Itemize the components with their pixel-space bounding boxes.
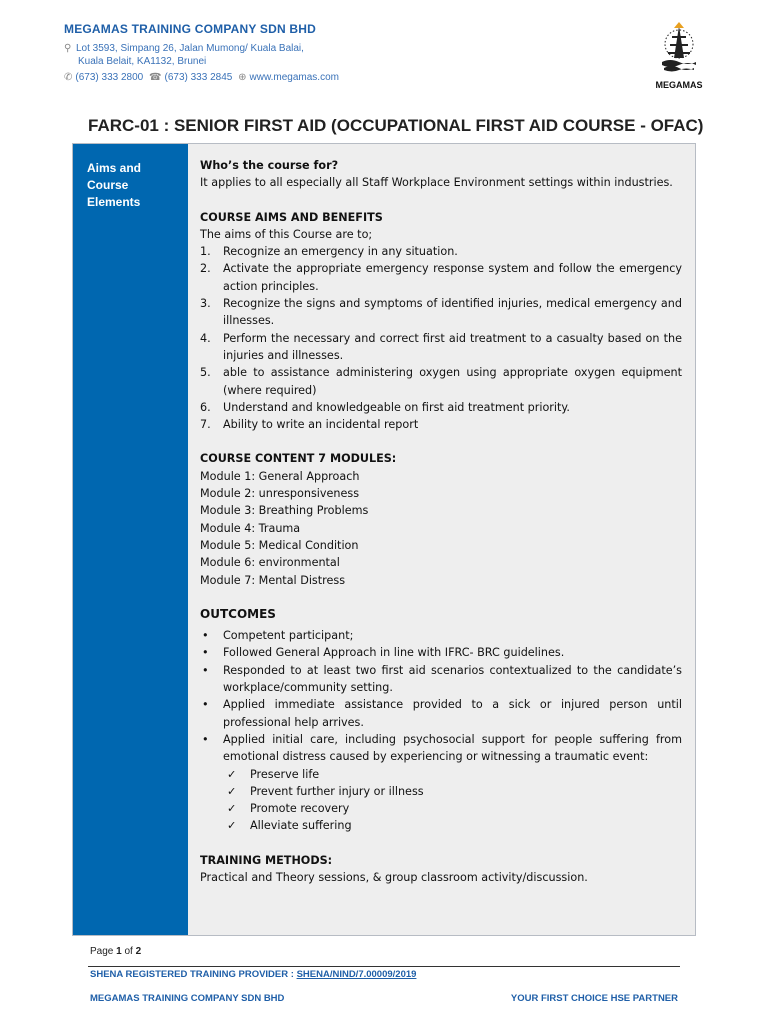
location-pin-icon: ⚲ [64,43,72,54]
address-line-1: Lot 3593, Simpang 26, Jalan Mumong/ Kuala Balai, [76,43,304,54]
content-heading: COURSE CONTENT 7 MODULES: [200,452,397,466]
address-line-2: Kuala Belait, KA1132, Brunei [78,56,207,67]
check-item: ✓ Preserve life [200,766,682,783]
module-item: Module 5: Medical Condition [200,538,359,552]
list-item: • Applied initial care, including psychosocial support for people suffering from emotional distress caused by experiencing or witnessing a traumatic event: [202,732,682,764]
registration-label: SHENA REGISTERED TRAINING PROVIDER : [90,969,297,980]
list-item: 3. Recognize the signs and symptoms of identified injuries, medical emergency and illnesses. [200,297,682,328]
module-item: Module 3: Breathing Problems [200,504,369,518]
footer-divider [88,966,680,967]
bullet-icon: • [202,698,209,712]
contact-line [64,72,342,83]
document-title: FARC-01 : SENIOR FIRST AID (OCCUPATIONAL FIRST AID COURSE - OFAC) [88,116,704,135]
list-item: 2. Activate the appropriate emergency response system and follow the emergency action principles. [200,262,682,293]
modules-list [200,468,682,589]
list-item: • Applied immediate assistance provided to a sick or injured person until professional help arrives. [202,698,682,729]
company-address [64,42,304,68]
bullet-icon: • [202,629,209,643]
aims-heading: COURSE AIMS AND BENEFITS [200,210,383,224]
who-text: It applies to all especially all Staff Workplace Environment settings within industries. [200,176,673,190]
list-item: 6. Understand and knowledgeable on first aid treatment priority. [200,400,570,414]
oil-rig-icon [648,22,710,78]
globe-icon: ⊕ [238,72,247,83]
footer-tagline: YOUR FIRST CHOICE HSE PARTNER [510,993,678,1004]
outcomes-list [200,627,682,765]
module-item: Module 7: Mental Distress [200,573,346,587]
methods-text: Practical and Theory sessions, & group classroom activity/discussion. [200,870,588,884]
check-item: ✓ Promote recovery [200,800,682,817]
phone-icon: ✆ [64,72,73,83]
phone-number: (673) 333 2800 [75,72,144,83]
checkmark-icon: ✓ [227,767,237,781]
fax-number: (673) 333 2845 [164,72,233,83]
list-item: • Followed General Approach in line with IFRC- BRC guidelines. [200,644,682,661]
website-link[interactable]: www.megamas.com [249,72,339,83]
module-item: Module 4: Trauma [200,521,301,535]
checkmark-icon: ✓ [227,784,237,798]
module-item: Module 1: General Approach [200,469,360,483]
checkmark-icon: ✓ [227,819,237,833]
bullet-icon: • [202,646,209,660]
check-item: ✓ Prevent further injury or illness [200,783,682,800]
checkmark-icon: ✓ [227,802,237,816]
bullet-icon: • [202,732,209,746]
aims-list [200,243,682,433]
who-heading: Who’s the course for? [200,159,339,172]
module-item: Module 2: unresponsiveness [200,487,360,501]
fax-icon: ☎ [149,72,162,83]
megamas-logo [648,22,710,90]
list-item: • Competent participant; [200,627,682,644]
list-item: 7. Ability to write an incidental report [200,418,419,432]
bullet-icon: • [202,663,209,677]
page-number: Page 1 of 2 [90,946,142,957]
list-item: 4. Perform the necessary and correct first aid treatment to a casualty based on the injuries and illnesses. [200,331,682,362]
footer-company: MEGAMAS TRAINING COMPANY SDN BHD [90,993,285,1004]
checklist [200,766,682,835]
logo-text: MEGAMAS [655,80,703,90]
methods-heading: TRAINING METHODS: [200,853,333,867]
registration-line [90,969,416,980]
list-item: 1. Recognize an emergency in any situation. [200,245,458,259]
list-item: 5. able to assistance administering oxygen using appropriate oxygen equipment (where required) [200,366,682,397]
sidebar-label: Aims and Course Elements [87,161,142,209]
course-content [200,157,682,886]
check-item: ✓ Alleviate suffering [200,817,682,834]
sidebar [73,144,188,935]
outcomes-heading: OUTCOMES [200,606,276,621]
module-item: Module 6: environmental [200,556,340,570]
list-item: • Responded to at least two first aid scenarios contextualized to the candidate’s workplace/community setting. [202,663,682,695]
registration-number: SHENA/NIND/7.00009/2019 [296,969,417,980]
company-name: MEGAMAS TRAINING COMPANY SDN BHD [64,22,316,36]
course-details-panel [72,143,696,936]
aims-intro: The aims of this Course are to; [200,227,373,241]
